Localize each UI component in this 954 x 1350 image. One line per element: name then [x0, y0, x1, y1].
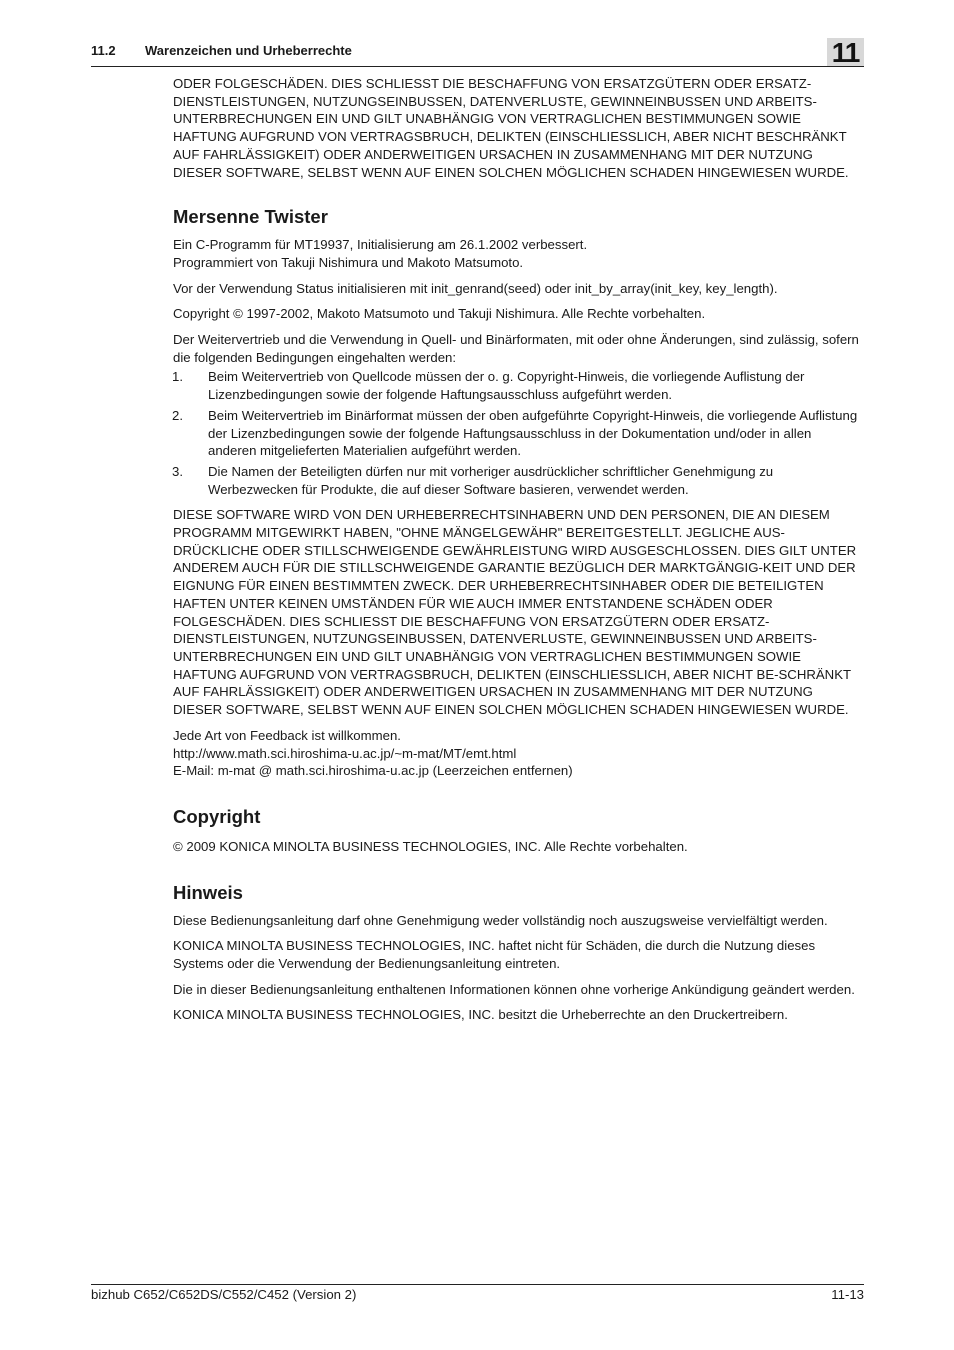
- section-title: Warenzeichen und Urheberrechte: [145, 43, 352, 58]
- footer-model: bizhub C652/C652DS/C552/C452 (Version 2): [91, 1287, 357, 1302]
- page-footer: [91, 1284, 864, 1307]
- mersenne-disclaimer: DIESE SOFTWARE WIRD VON DEN URHEBERRECHTSINHABERN UND DEN PERSONEN, DIE AN DIESEM PROGRAMM MITGEWIRKT HABEN, "OHNE MÄNGELGEWÄHR" BEREITGESTELLT. JEGLICHE AUS-DRÜCKLICHE ODER STILLSCHWEIGENDE GEWÄHRLEISTUNG WIRD AUSGESCHLOSSEN. DIES GILT UNTER ANDEREM AUCH FÜR DIE STILLSCHWEIGENDE GARANTIE BEZÜGLICH DER MARKTGÄNGIG-KEIT UND DER EIGNUNG FÜR EINEN BESTIMMTEN ZWECK. DER URHEBERRECHTSINHABER ODER DIE BETEILIGTEN HAFTEN UNTER KEINEN UMSTÄNDEN FÜR WIE AUCH IMMER ENTSTANDENE SCHÄDEN ODER FOLGESCHÄDEN. DIES SCHLIESST DIE BESCHAFFUNG VON ERSATZGÜTERN ODER ERSATZ-DIENSTLEISTUNGEN, NUTZUNGSEINBUSSEN, DATENVERLUSTE, GEWINNEINBUSSEN UND ARBEITS-UNTERBRECHUNGEN EIN UND GILT UNABHÄNGIG VON VERTRAGLICHEN BESTIMMUNGEN SOWIE HAFTUNG AUFGRUND VON VERTRAGSBRUCH, DELIKTEN (EINSCHLIESSLICH, ABER NICHT BE-SCHRÄNKT AUF FAHRLÄSSIGKEIT) ODER ANDERWEITIGEN URSACHEN IN ZUSAMMENHANG MIT DER NUTZUNG DIESER SOFTWARE, SELBST WENN AUF EINEN SOLCHEN MÖGLICHEN SCHADEN HINGEWIESEN WURDE.: [173, 507, 857, 718]
- conditions-list: [173, 368, 863, 498]
- section-number: 11.2: [91, 43, 116, 58]
- list-item-number: 1.: [172, 369, 183, 385]
- feedback-email: E-Mail: m-mat @ math.sci.hiroshima-u.ac.jp (Leerzeichen entfernen): [173, 763, 573, 779]
- mersenne-intro: [173, 236, 863, 271]
- hinweis-paragraph: Die in dieser Bedienungsanleitung enthaltenen Informationen können ohne vorherige Ankündigung geändert werden.: [173, 981, 855, 997]
- mersenne-redistribution: Der Weitervertrieb und die Verwendung in Quell- und Binärformaten, mit oder ohne Änderungen, sind zulässig, sofern die folgenden Bedingungen eingehalten werden:: [173, 332, 859, 365]
- hinweis-paragraph: KONICA MINOLTA BUSINESS TECHNOLOGIES, INC. haftet nicht für Schäden, die durch die Nutzung dieses Systems oder die Verwendung der Bedienungsanleitung eintreten.: [173, 938, 816, 972]
- list-item-number: 2.: [172, 407, 183, 423]
- footer-page-number: 11-13: [831, 1287, 864, 1302]
- copyright-text: © 2009 KONICA MINOLTA BUSINESS TECHNOLOGIES, INC. Alle Rechte vorbehalten.: [173, 838, 688, 854]
- list-item: [172, 407, 863, 460]
- page-header: [91, 36, 864, 67]
- chapter-number-badge: 11: [827, 38, 864, 66]
- heading-hinweis: Hinweis: [173, 881, 243, 903]
- mersenne-init-note: Vor der Verwendung Status initialisieren mit init_genrand(seed) oder init_by_array(init_key, key_length).: [173, 280, 778, 296]
- feedback-url: http://www.math.sci.hiroshima-u.ac.jp/~m-mat/MT/emt.html: [173, 745, 517, 761]
- list-item: [172, 463, 863, 498]
- list-item-text: Die Namen der Beteiligten dürfen nur mit vorheriger ausdrücklicher schriftlicher Genehmigung zu Werbezwecken für Produkte, die auf dieser Software basieren, verwendet werden.: [208, 463, 774, 497]
- hinweis-paragraph: Diese Bedienungsanleitung darf ohne Genehmigung weder vollständig noch auszugsweise vervielfältigt werden.: [173, 912, 828, 928]
- feedback-line: Jede Art von Feedback ist willkommen.: [173, 727, 401, 743]
- mersenne-intro-line-1: Ein C-Programm für MT19937, Initialisierung am 26.1.2002 verbessert.: [173, 237, 588, 253]
- heading-mersenne-twister: Mersenne Twister: [173, 206, 328, 228]
- heading-copyright: Copyright: [173, 805, 261, 827]
- list-item-text: Beim Weitervertrieb im Binärformat müssen der oben aufgeführte Copyright-Hinweis, die vorliegende Auflistung der Lizenzbedingungen sowie der folgende Haftungsausschluss in der Dokumentation und/oder in allen anderen mitgelieferten Materialien aufgeführt werden.: [208, 407, 858, 459]
- mersenne-feedback: [173, 727, 863, 780]
- intro-disclaimer: ODER FOLGESCHÄDEN. DIES SCHLIESST DIE BESCHAFFUNG VON ERSATZGÜTERN ODER ERSATZ-DIENSTLEISTUNGEN, NUTZUNGSEINBUSSEN, DATENVERLUSTE, GEWINNEINBUSSEN UND ARBEITS-UNTERBRECHUNGEN EIN UND GILT UNABHÄNGIG VON VERTRAGLICHEN BESTIMMUNGEN SOWIE HAFTUNG AUFGRUND VON VERTRAGSBRUCH, DELIKTEN (EINSCHLIESSLICH, ABER NICHT BESCHRÄNKT AUF FAHRLÄSSIGKEIT) ODER ANDERWEITIGEN URSACHEN IN ZUSAMMENHANG MIT DER NUTZUNG DIESER SOFTWARE, SELBST WENN AUF EINEN SOLCHEN MÖGLICHEN SCHADEN HINGEWIESEN WURDE.: [173, 76, 849, 180]
- page-content: [173, 75, 863, 1032]
- list-item: [172, 368, 863, 403]
- mersenne-intro-line-2: Programmiert von Takuji Nishimura und Makoto Matsumoto.: [173, 254, 524, 270]
- list-item-number: 3.: [172, 463, 183, 479]
- hinweis-paragraph: KONICA MINOLTA BUSINESS TECHNOLOGIES, INC. besitzt die Urheberrechte an den Druckertreibern.: [173, 1007, 788, 1023]
- mersenne-copyright: Copyright © 1997-2002, Makoto Matsumoto und Takuji Nishimura. Alle Rechte vorbehalten.: [173, 306, 706, 322]
- list-item-text: Beim Weitervertrieb von Quellcode müssen der o. g. Copyright-Hinweis, die vorliegende Auflistung der Lizenzbedingungen sowie der folgende Haftungsausschluss aufgeführt werden.: [208, 369, 805, 403]
